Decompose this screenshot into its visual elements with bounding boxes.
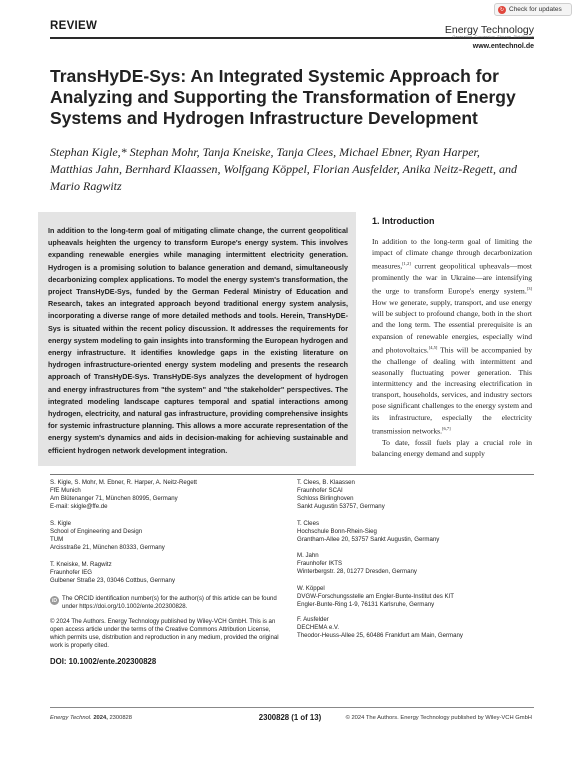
orcid-note: The ORCID identification number(s) for the author(s) of this article can be found under https://doi.org/10.1002/ente.202300828. [62,595,277,611]
reference-link[interactable]: [1,2] [402,261,411,267]
intro-text-a: In addition to the long-term goal of limiting the impact of climate change through decarbonization measures, [372,237,532,271]
introduction-heading: 1. Introduction [372,216,435,226]
affiliations-divider [50,474,534,475]
affiliation-scai: T. Clees, B. Klaassen Fraunhofer SCAI Schloss Birlinghoven Sankt Augustin 53757, Germany [297,479,385,511]
author-list: Stephan Kigle,* Stephan Mohr, Tanja Kneiske, Tanja Clees, Michael Ebner, Ryan Harper, Matthias Jahn, Bernhard Klaassen, Wolfgang Köppel, Florian Ausfelder, Anika Neitz-Regett, and Mario Ragwitz [50,145,517,193]
footer-year: 2024, [93,715,108,721]
intro-text-b: current geopolitical upheavals—most prominently the war in Ukraine—are intensifying the urge to transform Europe's energy system. [372,261,532,296]
footer-article-number: 2300828 [107,715,133,721]
page-number: 2300828 (1 of 13) [258,713,322,722]
footer-citation [50,715,132,721]
introduction-paragraph-1 [372,236,532,437]
reference-link[interactable]: [4,5] [428,344,438,350]
orcid-icon[interactable]: iD [52,597,57,604]
license-note: © 2024 The Authors. Energy Technology published by Wiley-VCH GmbH. This is an open access article under the terms of the Creative Commons Attribution License, which permits use, distribution and reproduction in any medium, provided the original work is properly cited. [50,618,279,650]
abstract-text: In addition to the long-term goal of mitigating climate change, the current geopolitical upheavals heighten the urgency to transform Europe's energy system. This involves expanding renewable energies while managing intermittent electricity generation. Hydrogen is a promising solution to balance generation and demand, simultaneously decarbonizing complex applications. To model the energy system's transformation, the project TransHyDE-Sys, funded by the German Federal Ministry of Education and Research, takes an integrated approach beyond traditional energy system analysis, incorporating a diverse range of more detailed methods and tools. Herein, TransHyDE-Sys is situated within the recent policy discussion. It addresses the requirements for energy system modeling to gain insights into transforming the European hydrogen and energy infrastructure. It identifies knowledge gaps in the existing literature on hydrogen infrastructure-oriented energy system modeling and presents the research approach of TransHyDE-Sys. TransHyDE-Sys analyzes the development of hydrogen and energy infrastructures from "the system" and "the stakeholder" perspectives. The integrated modeling landscape captures temporal and spatial interactions among hydrogen, electricity, and natural gas infrastructure, providing comprehensive insights for systemic infrastructure planning. This allows a more accurate representation of the energy system's dynamics and aids in decision-making for achieving sustainable and efficient hydrogen network development integration. [48,226,348,455]
doi-link[interactable]: DOI: 10.1002/ente.202300828 [50,657,157,666]
reference-link[interactable]: [6,7] [442,425,451,431]
check-for-updates-button[interactable] [494,3,572,16]
affiliation-hbrs: T. Clees Hochschule Bonn-Rhein-Sieg Grantham-Allee 20, 53757 Sankt Augustin, Germany [297,520,440,544]
affiliation-tum: S. Kigle School of Engineering and Design TUM Arcisstraße 21, München 80333, Germany [50,520,165,552]
update-icon: ↻ [499,6,505,13]
intro-text-c: How we generate, supply, transport, and use energy will be subject to profound change, both in the short and the long term. The essential prerequisite is an expansion of renewable energies, especially wind and photovoltaics. [372,298,532,355]
article-title: TransHyDE-Sys: An Integrated Systemic Approach for Analyzing and Supporting the Transformation of Energy Systems and Hydrogen Infrastructure Development [50,66,516,128]
affiliation-ieg: T. Kneiske, M. Ragwitz Fraunhofer IEG Gulbener Straße 23, 03046 Cottbus, Germany [50,561,175,585]
affiliation-dechema: F. Ausfelder DECHEMA e.V. Theodor-Heuss-Allee 25, 60486 Frankfurt am Main, Germany [297,616,463,640]
footer-journal: Energy Technol. [50,715,92,721]
affiliation-ikts: M. Jahn Fraunhofer IKTS Winterbergstr. 28, 01277 Dresden, Germany [297,552,417,576]
check-for-updates-label: Check for updates [509,6,562,13]
journal-url[interactable]: www.entechnol.de [472,43,534,50]
section-label: REVIEW [50,20,98,32]
introduction-paragraph-2: To date, fossil fuels play a crucial role in balancing energy demand and supply [372,438,532,459]
intro-text-d: This will be accompanied by the challenge of dealing with intermittent and seasonally fluctuating power generation. This intermittency and the increasing electrification in transport, households, services, and industry sectors pose significant challenges to the energy system and its infrastructure, especially the electricity transmission networks. [372,345,532,436]
affiliation-dvgw: W. Köppel DVGW-Forschungsstelle am Engler-Bunte-Institut des KIT Engler-Bunte-Ring 1-9, 76131 Karlsruhe, Germany [297,585,455,609]
affiliation-ffe: S. Kigle, S. Mohr, M. Ebner, R. Harper, A. Neitz-Regett FfE Munich Am Blütenanger 71, München 80995, Germany E-mail: skigle@ffe.de [50,479,197,511]
journal-tagline: Generation, Conversion, Storage, Distribution [452,35,534,39]
footer-copyright: © 2024 The Authors. Energy Technology published by Wiley-VCH GmbH [345,715,532,721]
reference-link[interactable]: [3] [526,286,532,292]
journal-name: Energy Technology [444,24,534,36]
footer-divider [50,707,534,708]
